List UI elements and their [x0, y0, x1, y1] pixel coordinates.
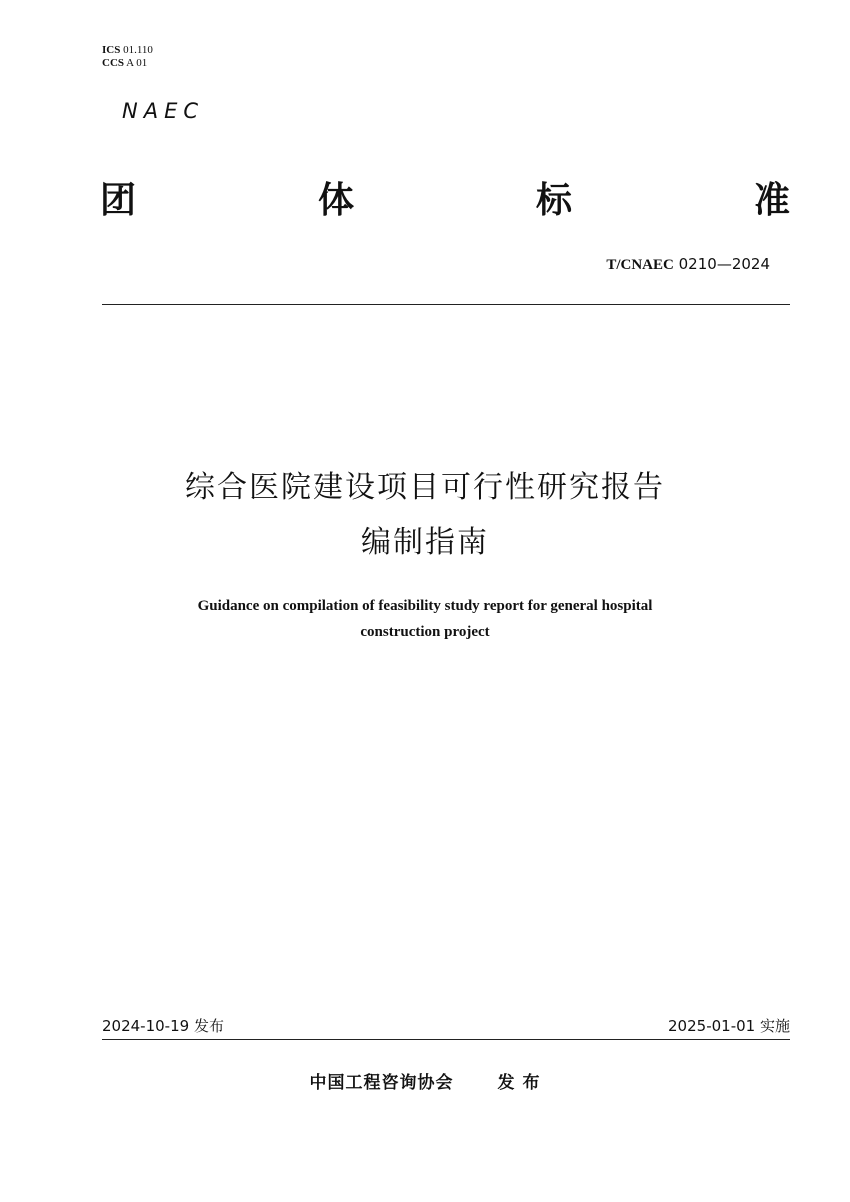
- standard-type-char: 标: [535, 179, 572, 221]
- standard-type: [100, 172, 790, 222]
- standard-type-char: 团: [100, 179, 137, 221]
- footer-divider: [102, 1039, 790, 1040]
- publish-date-label: 发布: [193, 1017, 224, 1035]
- standard-code: [606, 255, 770, 274]
- standard-code-number: 0210—2024: [678, 255, 770, 273]
- title-en-line1: Guidance on compilation of feasibility study report for general hospital: [197, 598, 653, 614]
- implement-date: [668, 1015, 790, 1036]
- standard-type-char: 准: [753, 179, 790, 221]
- publisher: [0, 1068, 850, 1093]
- naec-logo: [100, 78, 240, 158]
- ccs-value: A 01: [126, 57, 148, 69]
- title-en-line2: construction project: [360, 624, 490, 640]
- header-divider: [102, 304, 790, 305]
- implement-date-value: 2025-01-01: [668, 1017, 756, 1035]
- title-cn-line1: 综合医院建设项目可行性研究报告: [185, 470, 665, 505]
- publisher-name: 中国工程咨询协会: [309, 1073, 454, 1093]
- publisher-action: 发 布: [497, 1073, 541, 1093]
- ics-label: ICS: [102, 44, 121, 56]
- ccs-code: [102, 57, 147, 69]
- standard-code-prefix: T/CNAEC: [606, 257, 674, 273]
- ccs-label: CCS: [102, 57, 125, 69]
- ics-value: 01.110: [123, 44, 153, 56]
- logo-text: NAEC: [122, 99, 205, 123]
- publish-date: [102, 1015, 224, 1036]
- implement-date-label: 实施: [759, 1017, 790, 1035]
- standard-type-char: 体: [317, 179, 354, 221]
- title-cn-line2: 编制指南: [361, 525, 489, 560]
- publish-date-value: 2024-10-19: [102, 1017, 190, 1035]
- ics-code: [102, 44, 153, 56]
